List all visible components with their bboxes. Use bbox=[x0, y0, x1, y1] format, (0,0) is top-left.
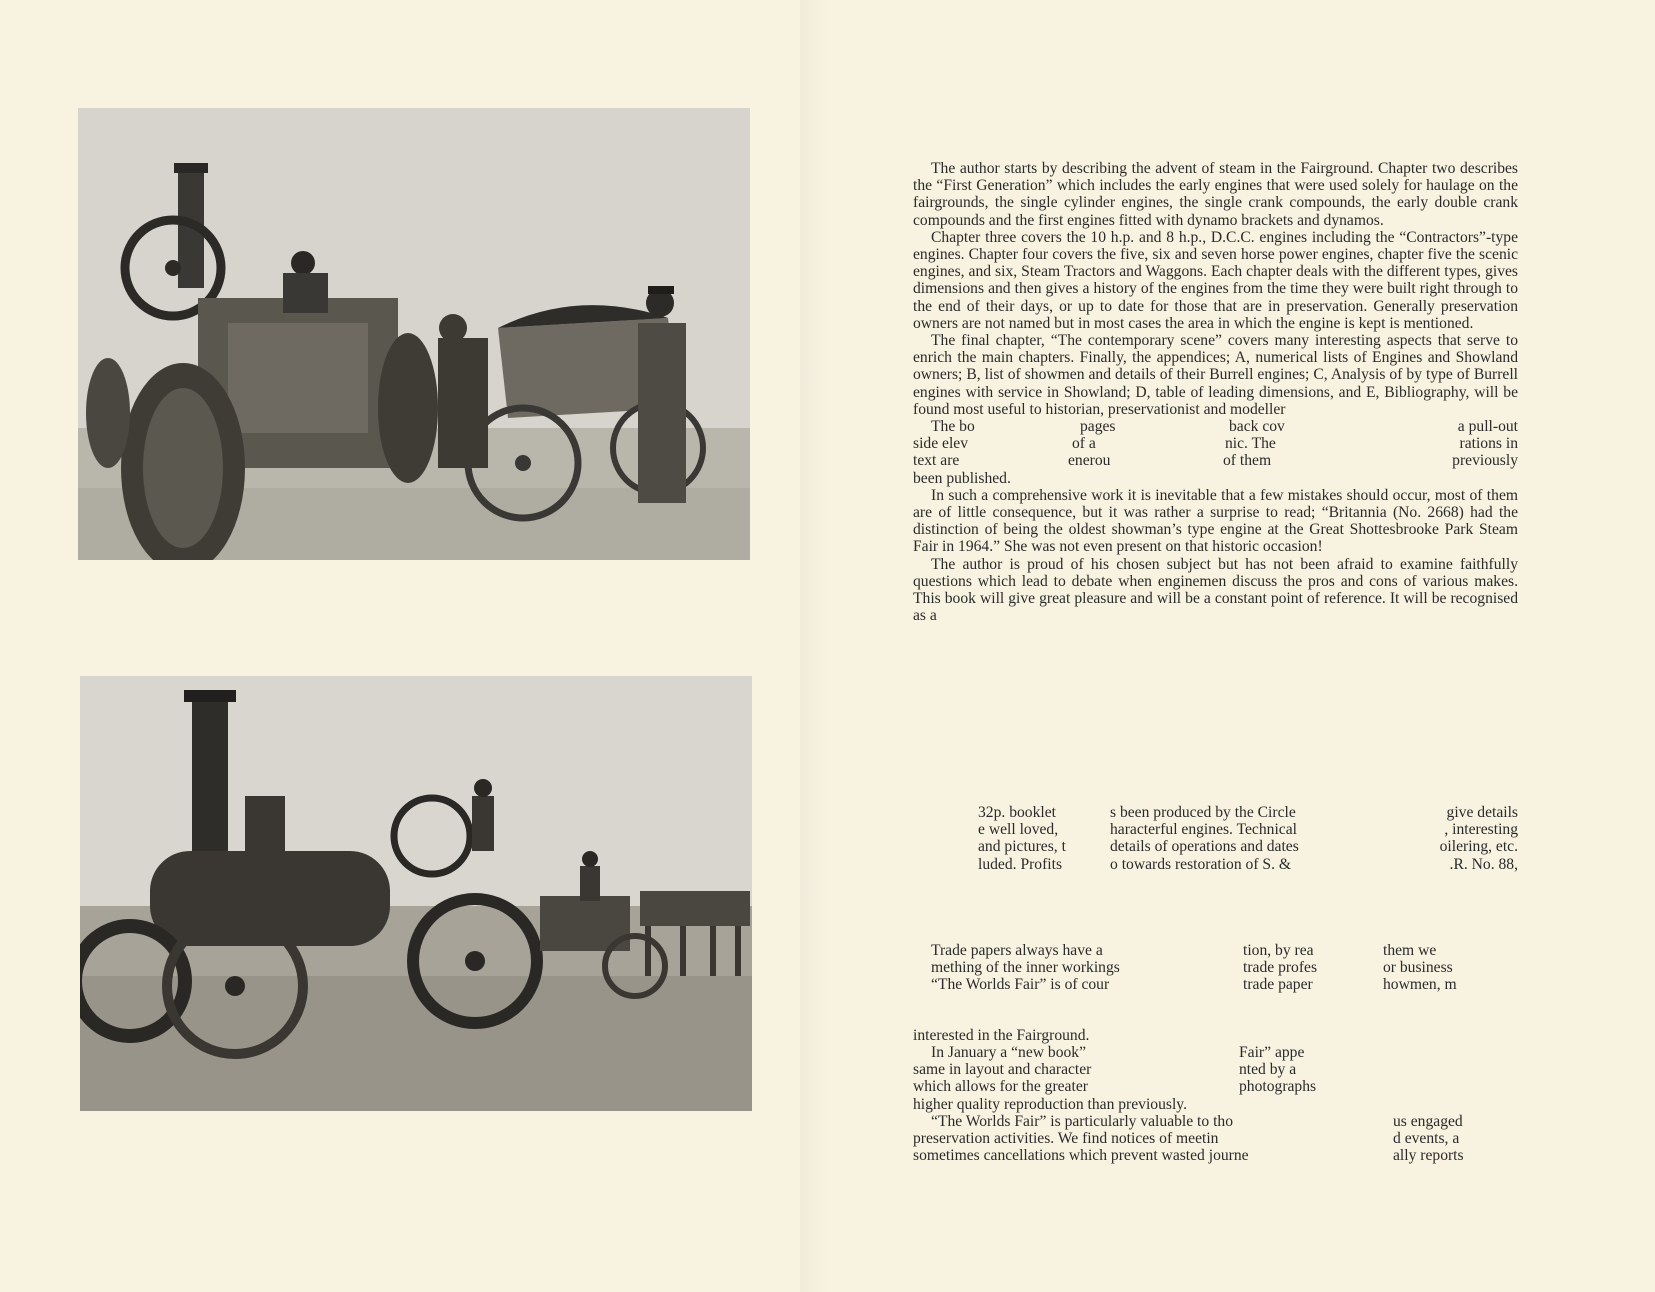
text-line: ally reports bbox=[1393, 1147, 1464, 1165]
fragment: previously bbox=[1452, 452, 1518, 470]
text-line: e well loved, bbox=[978, 821, 1059, 839]
fragment: of a bbox=[1072, 435, 1096, 453]
text-line: luded. Profits bbox=[978, 855, 1063, 873]
text-line: or business bbox=[1383, 959, 1453, 977]
text-line: 32p. booklet bbox=[978, 804, 1056, 821]
text-line: which allows for the greater bbox=[913, 1078, 1088, 1096]
photo-traction-engine-cart bbox=[78, 108, 750, 560]
text-line: Trade papers always have a bbox=[931, 942, 1103, 959]
text-line: “The Worlds Fair” is of cour bbox=[931, 976, 1110, 994]
fragment: enerou bbox=[1068, 452, 1111, 470]
text-line: interested in the Fairground. bbox=[913, 1027, 1090, 1044]
text-line: o towards restoration of S. & bbox=[1110, 855, 1292, 873]
text-line: haracterful engines. Technical bbox=[1110, 821, 1297, 839]
fragment: text are bbox=[913, 452, 960, 470]
text-line: nted by a bbox=[1239, 1061, 1297, 1079]
paragraph: The author starts by describing the advent of steam in the Fairground. Chapter two describes the “First Generation” which includes the early engines that were used solely for haulage on the fairgrounds, the single cylinder engines, the single crank compounds, the early double crank compounds and the first engines fitted with dynamo brackets and dynamos. bbox=[913, 160, 1518, 229]
text-line: .R. No. 88, bbox=[1449, 855, 1518, 873]
photo-engine-with-horses bbox=[80, 676, 752, 1111]
paragraph: In such a comprehensive work it is inevitable that a few mistakes should occur, most of them are of little consequence, but it was rather a surprise to read; “Britannia (No. 2668) had the distinction of being the oldest showman’s type engine at the Great Shottesbrooke Park Steam Fair in 1964.” She was not even present on that historic occasion! bbox=[913, 486, 1518, 556]
page-gutter bbox=[800, 0, 830, 1292]
text-line: mething of the inner workings bbox=[931, 959, 1120, 977]
text-line: higher quality reproduction than previously. bbox=[913, 1096, 1187, 1113]
paragraph: The author is proud of his chosen subject but has not been afraid to examine faithfully questions which lead to debate when enginemen discuss the pros and cons of various makes. This book will give great pleasure and will be a constant point of reference. It will be recognised as a bbox=[913, 555, 1518, 625]
text-line: tion, by rea bbox=[1243, 942, 1314, 959]
fragment: a pull-out bbox=[1457, 418, 1518, 436]
fragment: back cov bbox=[1229, 418, 1285, 436]
text-line: howmen, m bbox=[1383, 976, 1457, 994]
text-line: details of operations and dates bbox=[1110, 838, 1299, 856]
text-line: us engaged bbox=[1393, 1113, 1463, 1130]
text-line: trade profes bbox=[1243, 959, 1318, 977]
fragment-row bbox=[913, 435, 1518, 452]
fragment-row bbox=[913, 418, 1518, 435]
text-line: In January a “new book” bbox=[931, 1044, 1087, 1061]
text-line: preservation activities. We find notices of meetin bbox=[913, 1130, 1219, 1148]
text-line: s been produced by the Circle bbox=[1110, 804, 1296, 821]
worlds-fair-section bbox=[913, 1027, 1518, 1167]
fragment: side elev bbox=[913, 435, 968, 453]
fragment-row bbox=[913, 452, 1518, 469]
paragraph: The final chapter, “The contemporary scene” covers many interesting aspects that serve to enrich the main chapters. Finally, the appendices; A, numerical lists of Engines and Showland owners; B, list of showmen and details of their Burrell engines; C, Analysis of by type of Burrell engines with service in Showland; D, table of leading dimensions, and E, Bibliography, will be found most useful to historian, preservationist and modeller bbox=[913, 332, 1518, 418]
text-line: , interesting bbox=[1444, 821, 1518, 839]
fragment: rations in bbox=[1459, 435, 1518, 453]
text-line: trade paper bbox=[1243, 976, 1313, 994]
trade-papers-section bbox=[931, 942, 1481, 998]
text-line: oilering, etc. bbox=[1439, 838, 1518, 856]
text-line: same in layout and character bbox=[913, 1061, 1092, 1079]
text-line: give details bbox=[1446, 804, 1518, 821]
fragment: The bo bbox=[931, 418, 975, 436]
text-line: photographs bbox=[1239, 1078, 1317, 1096]
paragraph: Chapter three covers the 10 h.p. and 8 h.p., D.C.C. engines including the “Contractors”-type engines. Chapter four covers the five, six and seven horse power engines, chapter five the scenic engines, and six, Steam Tractors and Waggons. Each chapter deals with the different types, gives dimensions and then gives a history of the engines from the time they were built right through to the end of their days, or up to date for those that are in preservation. Generally preservation owners are not named but in most cases the area in which the engine is kept is mentioned. bbox=[913, 228, 1518, 332]
text-line: them we bbox=[1383, 942, 1437, 959]
text-line: d events, a bbox=[1393, 1130, 1460, 1148]
fragment: of them bbox=[1223, 452, 1272, 470]
text-line: “The Worlds Fair” is particularly valuable to tho bbox=[931, 1113, 1234, 1130]
text-line: Fair” appe bbox=[1239, 1044, 1305, 1061]
text-line: and pictures, t bbox=[978, 838, 1066, 856]
fragment: pages bbox=[1080, 418, 1116, 436]
text-line: sometimes cancellations which prevent wasted journe bbox=[913, 1147, 1249, 1165]
booklet-notice bbox=[978, 804, 1518, 876]
review-text-column bbox=[913, 160, 1518, 624]
fragment: nic. The bbox=[1225, 435, 1276, 453]
paragraph: been published. bbox=[913, 469, 1011, 487]
